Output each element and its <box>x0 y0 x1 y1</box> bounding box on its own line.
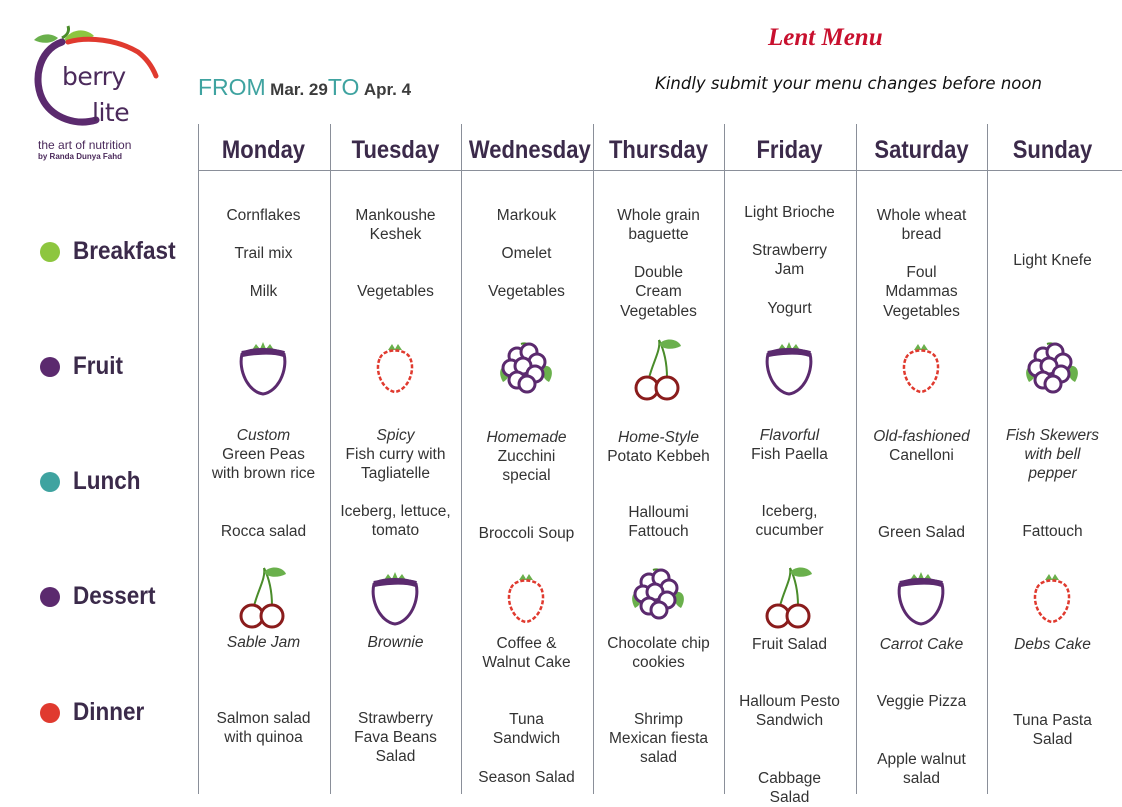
meal-label: Breakfast <box>73 237 176 265</box>
dessert-item: Coffee & Walnut Cake <box>482 635 571 671</box>
dinner-item: Cabbage Salad <box>758 770 821 806</box>
raspberry-icon <box>1017 566 1087 636</box>
meal-dot-icon <box>40 587 60 607</box>
lunch-dish: Green Peas with brown rice <box>211 446 316 482</box>
breakfast-item: Vegetables <box>488 283 565 300</box>
dinner-item: Halloum Pesto Sandwich <box>739 693 840 729</box>
dessert-item: Brownie <box>367 634 424 651</box>
meal-label: Lunch <box>73 467 141 495</box>
lunch-side: Fattouch <box>1022 523 1083 540</box>
dinner-item: Tuna Pasta Salad <box>1013 712 1092 748</box>
dinner-item: Apple walnut salad <box>877 751 966 787</box>
dinner-item: Veggie Pizza <box>876 693 967 710</box>
logo-tagline: the art of nutrition <box>38 138 132 152</box>
meal-label: Fruit <box>73 352 123 380</box>
day-header-thursday: Thursday <box>608 136 709 164</box>
lunch-main <box>856 427 987 465</box>
blackberry-icon <box>623 562 693 632</box>
lunch-side: Green Salad <box>877 524 966 541</box>
dinner-item: Shrimp Mexican fiesta salad <box>608 711 709 766</box>
cherry-icon <box>623 334 693 404</box>
breakfast-item: Foul Mdammas <box>885 264 958 300</box>
dessert-item: Sable Jam <box>226 634 301 651</box>
logo-word-lite: lite <box>92 98 130 127</box>
lunch-dish: Fish Paella <box>751 446 828 463</box>
meal-dot-icon <box>40 703 60 723</box>
lunch-dish: Fish curry with Tagliatelle <box>345 446 446 482</box>
breakfast-item: Strawberry Jam <box>752 242 827 278</box>
cherry-icon <box>228 562 298 632</box>
meal-row-dessert <box>40 582 165 611</box>
lunch-style: Spicy <box>376 427 415 444</box>
day-header-sunday: Sunday <box>1012 136 1093 164</box>
blackberry-icon <box>1017 336 1087 406</box>
lunch-style: Fish Skewers with bell pepper <box>1005 427 1100 482</box>
raspberry-icon <box>360 336 430 406</box>
dinner-item: Season Salad <box>478 769 575 786</box>
meal-dot-icon <box>40 472 60 492</box>
header-divider <box>198 170 1122 171</box>
lunch-main <box>724 426 855 464</box>
day-header-tuesday: Tuesday <box>351 136 440 164</box>
dinner-item: Strawberry Fava Beans Salad <box>354 710 437 765</box>
breakfast-item: Mankoushe Keshek <box>355 207 436 243</box>
to-label: TO <box>327 74 360 100</box>
meal-label: Dinner <box>73 698 145 726</box>
meal-dot-icon <box>40 357 60 377</box>
breakfast-item: Vegetables <box>357 283 434 300</box>
dinner-item: Tuna Sandwich <box>492 711 561 747</box>
lunch-style: Flavorful <box>759 427 820 444</box>
dessert-item: Debs Cake <box>1014 636 1091 653</box>
breakfast-item: Light Knefe <box>1013 252 1092 269</box>
blackberry-icon <box>491 336 561 406</box>
lunch-main <box>461 428 592 485</box>
strawberry-purple-icon <box>754 336 824 406</box>
menu-title: Lent Menu <box>768 24 883 51</box>
raspberry-icon <box>491 566 561 636</box>
lunch-style: Home-Style <box>618 429 699 446</box>
cherry-icon <box>754 562 824 632</box>
meal-row-breakfast <box>40 237 187 266</box>
date-range <box>198 74 411 101</box>
meal-row-lunch <box>40 467 148 496</box>
day-header-wednesday: Wednesday <box>468 136 591 164</box>
lunch-style: Custom <box>236 427 291 444</box>
lunch-side: Iceberg, cucumber <box>755 503 824 539</box>
lunch-main <box>330 426 461 483</box>
dinner-item: Salmon salad with quinoa <box>216 710 311 746</box>
to-date: Apr. 4 <box>363 80 412 99</box>
lunch-side: Iceberg, lettuce, tomato <box>340 503 451 539</box>
strawberry-purple-icon <box>360 566 430 636</box>
breakfast-item: Light Brioche <box>744 204 835 221</box>
breakfast-item: Yogurt <box>767 300 812 317</box>
day-header-monday: Monday <box>221 136 306 164</box>
meal-label: Dessert <box>73 582 156 610</box>
lunch-dish: Potato Kebbeh <box>607 448 710 465</box>
lunch-style: Homemade <box>486 429 567 446</box>
lunch-main <box>593 428 724 466</box>
breakfast-item: Trail mix <box>234 245 293 262</box>
breakfast-item: Vegetables <box>620 303 697 320</box>
lunch-dish: Zucchini special <box>497 448 556 484</box>
from-label: FROM <box>198 74 266 100</box>
lunch-side: Halloumi Fattouch <box>628 504 689 540</box>
lunch-style: Old-fashioned <box>873 428 970 445</box>
breakfast-item: Cornflakes <box>226 207 301 224</box>
breakfast-item: Whole grain baguette <box>617 207 700 243</box>
logo-byline: by Randa Dunya Fahd <box>38 152 123 161</box>
lunch-main <box>987 426 1118 483</box>
from-date: Mar. 29 <box>270 80 328 99</box>
breakfast-item: Whole wheat bread <box>876 207 967 243</box>
dessert-item: Carrot Cake <box>879 636 964 653</box>
breakfast-item: Omelet <box>501 245 552 262</box>
dessert-item: Fruit Salad <box>752 636 827 653</box>
strawberry-purple-icon <box>886 566 956 636</box>
raspberry-icon <box>886 336 956 406</box>
lunch-side: Broccoli Soup <box>478 525 575 542</box>
breakfast-item: Double Cream <box>633 264 684 300</box>
breakfast-item: Milk <box>249 283 278 300</box>
meal-dot-icon <box>40 242 60 262</box>
breakfast-item: Markouk <box>496 207 557 224</box>
day-header-friday: Friday <box>756 136 823 164</box>
lunch-dish: Canelloni <box>889 447 954 464</box>
strawberry-purple-icon <box>228 336 298 406</box>
submission-notice: Kindly submit your menu changes before noon <box>655 74 1042 93</box>
day-header-saturday: Saturday <box>874 136 969 164</box>
meal-row-fruit <box>40 352 129 381</box>
lunch-main <box>198 426 329 483</box>
meal-row-dinner <box>40 698 152 727</box>
lunch-side: Rocca salad <box>220 523 307 540</box>
breakfast-item: Vegetables <box>883 303 960 320</box>
logo-word-berry: berry <box>62 62 126 91</box>
dessert-item: Chocolate chip cookies <box>607 635 710 671</box>
